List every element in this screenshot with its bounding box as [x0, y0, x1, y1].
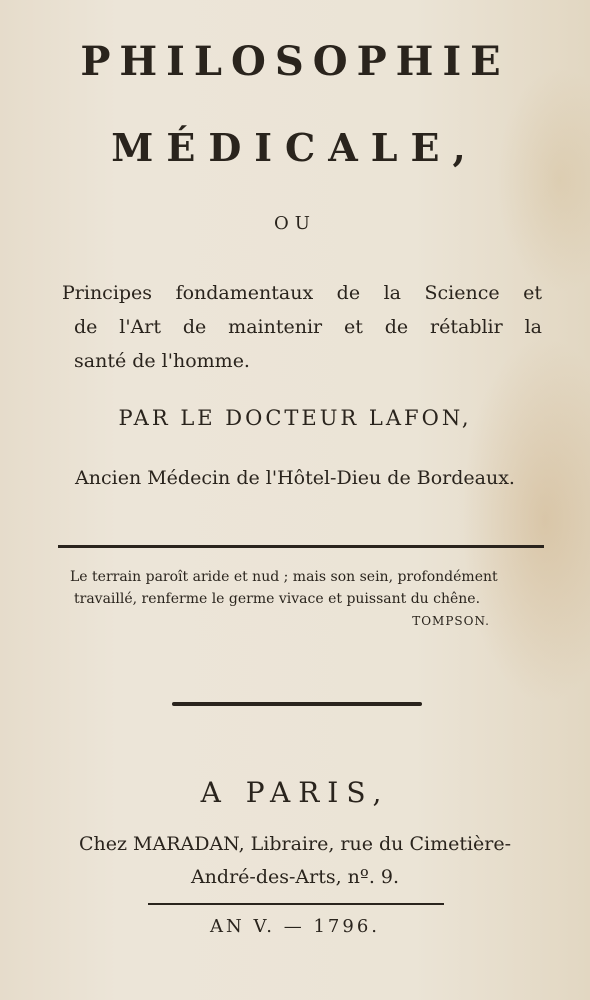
subtitle-line-3: santé de l'homme.: [74, 350, 250, 372]
author: PAR LE DOCTEUR LAFON,: [118, 406, 472, 430]
subtitle-line-1: Principes fondamentaux de la Science et: [62, 282, 542, 304]
imprint-publisher-line-2: André-des-Arts, nº. 9.: [190, 866, 400, 888]
imprint-date: AN V. — 1796.: [209, 916, 381, 937]
imprint-place: A PARIS,: [200, 776, 390, 809]
divider-thin: [148, 903, 444, 905]
subtitle-line-2: de l'Art de maintenir et de rétablir la: [74, 316, 542, 338]
divider-thick: [58, 545, 544, 548]
imprint-publisher-line-1: Chez MARADAN, Libraire, rue du Cimetière-: [78, 833, 512, 855]
epigraph-line-1: Le terrain paroît aride et nud ; mais son sein, profondément: [70, 569, 498, 585]
book-title-line-2: MÉDICALE,: [111, 125, 479, 170]
book-title-line-1: PHILOSOPHIE: [80, 38, 510, 85]
epigraph: [70, 566, 550, 632]
conjunction: OU: [274, 213, 316, 234]
author-role: Ancien Médecin de l'Hôtel-Dieu de Bordeaux.: [75, 467, 515, 489]
subtitle: [62, 276, 542, 378]
ornamental-rule: [172, 702, 422, 706]
epigraph-attribution: TOMPSON.: [412, 614, 490, 628]
epigraph-line-2: travaillé, renferme le germe vivace et puissant du chêne.: [74, 591, 481, 607]
